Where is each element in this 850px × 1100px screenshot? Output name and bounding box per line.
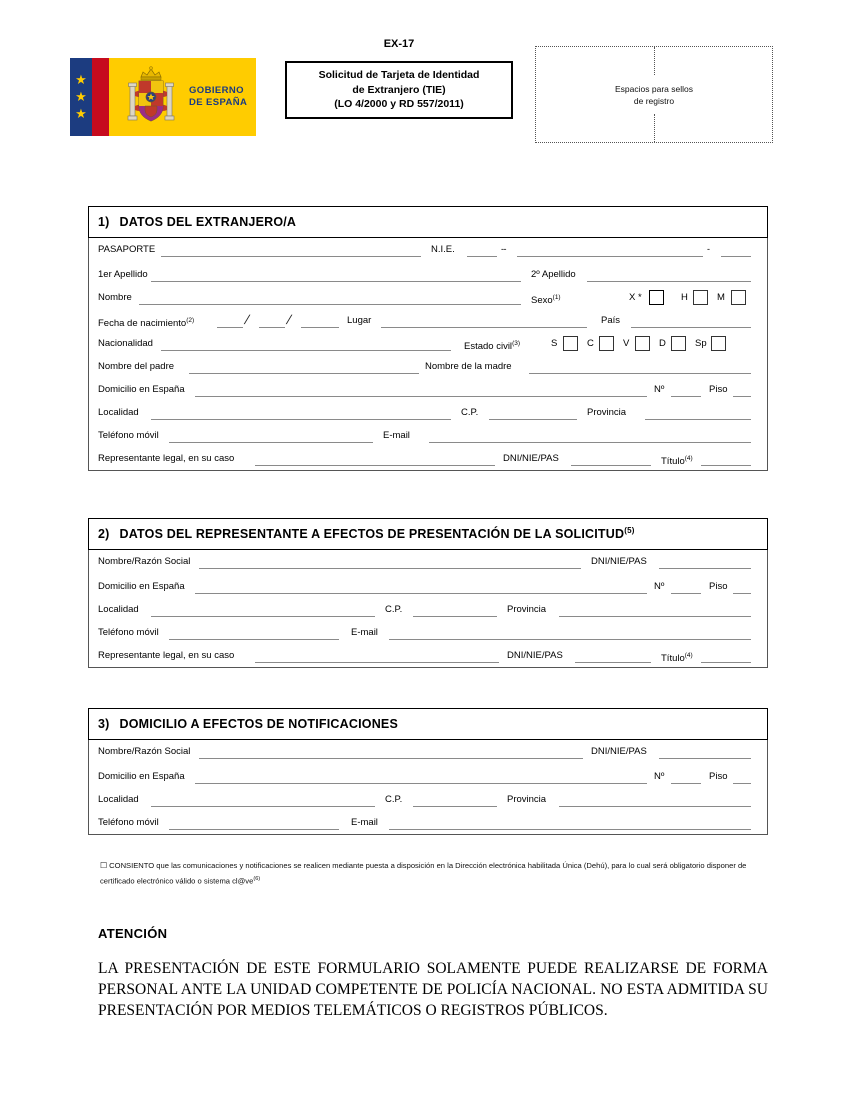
label-representante-legal: Representante legal, en su caso bbox=[98, 453, 235, 464]
logo-text-line1: GOBIERNO bbox=[189, 85, 244, 96]
section-domicilio-notificaciones bbox=[88, 708, 768, 835]
row-telefono-email bbox=[89, 621, 767, 644]
row-localidad bbox=[89, 401, 767, 424]
label-nombre-razon-social: Nombre/Razón Social bbox=[98, 556, 191, 567]
input-email[interactable] bbox=[429, 442, 751, 443]
atencion-body-text: LA PRESENTACIÓN DE ESTE FORMULARIO SOLAMENTE PUEDE REALIZARSE DE FORMA PERSONAL ANTE LA UNIDAD COMPETENTE DE POLICÍA NACIONAL. NO ESTA ADMITIDA SU PRESENTACIÓN POR MEDIOS TELEMÁTICOS O REGISTROS PÚBLICOS. bbox=[98, 960, 768, 1019]
row-nombre-razon-social bbox=[89, 550, 767, 575]
input-email[interactable] bbox=[389, 829, 751, 830]
label-provincia: Provincia bbox=[587, 407, 627, 418]
row-apellidos bbox=[89, 263, 767, 286]
label-sexo-m: M bbox=[717, 292, 725, 303]
row-telefono-email bbox=[89, 811, 767, 834]
label-dni-nie-pas: DNI/NIE/PAS bbox=[503, 453, 559, 464]
label-cp: C.P. bbox=[385, 604, 403, 615]
checkbox-sexo-h[interactable] bbox=[693, 290, 708, 305]
section-datos-del-extranjero bbox=[88, 206, 768, 471]
input-representante-legal[interactable] bbox=[255, 662, 499, 663]
input-numero[interactable] bbox=[671, 396, 701, 397]
row-domicilio bbox=[89, 765, 767, 788]
section2-body bbox=[88, 550, 768, 668]
checkbox-sexo-m[interactable] bbox=[731, 290, 746, 305]
input-cp[interactable] bbox=[489, 419, 577, 420]
label-domicilio: Domicilio en España bbox=[98, 384, 185, 395]
input-fecha-mes[interactable] bbox=[259, 327, 285, 328]
stamp-box-label bbox=[536, 83, 772, 107]
label-provincia: Provincia bbox=[507, 604, 547, 615]
form-title-line-1: Solicitud de Tarjeta de Identidad bbox=[318, 69, 480, 82]
input-nombre-razon-social[interactable] bbox=[199, 568, 581, 569]
star-icon: ★ bbox=[75, 89, 87, 104]
row-nombre-padres bbox=[89, 355, 767, 378]
form-header bbox=[0, 0, 850, 180]
label-domicilio: Domicilio en España bbox=[98, 581, 185, 592]
form-title-box bbox=[285, 61, 513, 119]
section3-title: DOMICILIO A EFECTOS DE NOTIFICACIONES bbox=[119, 717, 398, 731]
label-nombre-madre: Nombre de la madre bbox=[425, 361, 512, 372]
consent-text: CONSIENTO que las comunicaciones y notificaciones se realicen mediante puesta a disposición en la Dirección electrónica habilitada Única (Dehú), para lo cual será obligatorio disponer de certificado electrónico válido o sistema cl@ve bbox=[100, 861, 747, 886]
label-lugar: Lugar bbox=[347, 315, 372, 326]
row-localidad bbox=[89, 788, 767, 811]
label-pasaporte: PASAPORTE bbox=[98, 244, 156, 255]
input-apellido2[interactable] bbox=[587, 281, 751, 282]
consent-paragraph bbox=[100, 860, 760, 888]
label-dni-nie-pas: DNI/NIE/PAS bbox=[591, 556, 647, 567]
label-piso: Piso bbox=[709, 771, 728, 782]
section2-number: 2) bbox=[98, 527, 110, 541]
label-piso: Piso bbox=[709, 581, 728, 592]
input-provincia[interactable] bbox=[559, 616, 751, 617]
checkbox-estado-civil-d[interactable] bbox=[671, 336, 686, 351]
input-domicilio[interactable] bbox=[195, 593, 647, 594]
checkbox-estado-civil-c[interactable] bbox=[599, 336, 614, 351]
form-code: EX-17 bbox=[383, 38, 415, 50]
label-titulo: Título$^{(4)}$ bbox=[661, 652, 693, 665]
coat-of-arms-icon bbox=[125, 66, 177, 128]
label-localidad: Localidad bbox=[98, 604, 139, 615]
section-datos-representante bbox=[88, 518, 768, 668]
input-domicilio[interactable] bbox=[195, 396, 647, 397]
input-localidad[interactable] bbox=[151, 616, 375, 617]
input-lugar[interactable] bbox=[381, 327, 587, 328]
row-nombre-sexo bbox=[89, 286, 767, 309]
input-dni-nie-pas[interactable] bbox=[571, 465, 651, 466]
input-fecha-anio[interactable] bbox=[301, 327, 339, 328]
input-nombre-razon-social[interactable] bbox=[199, 758, 583, 759]
section3-body bbox=[88, 740, 768, 835]
row-representante-legal bbox=[89, 447, 767, 470]
section2-title: DATOS DEL REPRESENTANTE A EFECTOS DE PRESENTACIÓN DE LA SOLICITUD$^{(5)}$ bbox=[119, 526, 635, 542]
star-icon: ★ bbox=[75, 72, 87, 87]
input-numero[interactable] bbox=[671, 593, 701, 594]
stamp-divider-top bbox=[654, 47, 655, 75]
input-telefono[interactable] bbox=[169, 442, 373, 443]
stamp-label-line-1: Espacios para sellos bbox=[615, 83, 693, 94]
input-nombre-padre[interactable] bbox=[189, 373, 419, 374]
form-title-line-2: de Extranjero (TIE) bbox=[352, 83, 446, 96]
section3-number: 3) bbox=[98, 717, 110, 731]
logo-wordmark bbox=[189, 85, 247, 109]
row-representante-legal bbox=[89, 644, 767, 667]
gobierno-de-espana-logo bbox=[70, 58, 256, 136]
label-localidad: Localidad bbox=[98, 407, 139, 418]
row-fecha-lugar-pais bbox=[89, 309, 767, 332]
input-cp[interactable] bbox=[413, 806, 497, 807]
input-nombre[interactable] bbox=[139, 304, 521, 305]
label-estado-civil-sp: Sp bbox=[695, 338, 707, 349]
input-provincia[interactable] bbox=[559, 806, 751, 807]
section2-header bbox=[88, 518, 768, 550]
row-nombre-razon-social bbox=[89, 740, 767, 765]
label-email: E-mail bbox=[351, 627, 378, 638]
input-piso[interactable] bbox=[733, 783, 751, 784]
input-nie-number[interactable] bbox=[517, 256, 703, 257]
consent-note: (6) bbox=[253, 875, 261, 882]
row-localidad bbox=[89, 598, 767, 621]
label-cp: C.P. bbox=[385, 794, 403, 805]
label-apellido2: 2º Apellido bbox=[531, 269, 576, 280]
registry-stamp-box bbox=[535, 46, 773, 143]
input-dni-nie-pas-2[interactable] bbox=[575, 662, 651, 663]
row-domicilio bbox=[89, 575, 767, 598]
input-nie-letter[interactable] bbox=[721, 256, 751, 257]
section1-title: DATOS DEL EXTRANJERO/A bbox=[119, 215, 297, 229]
checkbox-estado-civil-s[interactable] bbox=[563, 336, 578, 351]
label-numero: Nº bbox=[654, 771, 665, 782]
label-numero: Nº bbox=[654, 581, 665, 592]
input-apellido1[interactable] bbox=[151, 281, 521, 282]
input-numero[interactable] bbox=[671, 783, 701, 784]
section1-header bbox=[88, 206, 768, 238]
input-piso[interactable] bbox=[733, 593, 751, 594]
label-fecha-nacimiento: Fecha de nacimiento$^{(2)}$ bbox=[98, 317, 195, 330]
label-telefono: Teléfono móvil bbox=[98, 627, 159, 638]
label-piso: Piso bbox=[709, 384, 728, 395]
label-representante-legal: Representante legal, en su caso bbox=[98, 650, 235, 661]
logo-main-field bbox=[109, 58, 256, 136]
section1-number: 1) bbox=[98, 215, 110, 229]
row-telefono-email bbox=[89, 424, 767, 447]
input-email[interactable] bbox=[389, 639, 751, 640]
input-piso[interactable] bbox=[733, 396, 751, 397]
input-titulo[interactable] bbox=[701, 662, 751, 663]
date-slash-1: / bbox=[242, 312, 252, 327]
label-estado-civil-s: S bbox=[551, 338, 558, 349]
row-nacionalidad-estado-civil bbox=[89, 332, 767, 355]
label-cp: C.P. bbox=[461, 407, 479, 418]
stamp-divider-bottom bbox=[654, 114, 655, 142]
label-estado-civil-d: D bbox=[659, 338, 666, 349]
label-email: E-mail bbox=[383, 430, 410, 441]
label-numero: Nº bbox=[654, 384, 665, 395]
date-slash-2: / bbox=[284, 312, 294, 327]
logo-text-line2: DE ESPAÑA bbox=[189, 97, 248, 108]
checkbox-sexo-x[interactable] bbox=[649, 290, 664, 305]
label-sexo-h: H bbox=[681, 292, 688, 303]
input-provincia[interactable] bbox=[645, 419, 751, 420]
label-domicilio: Domicilio en España bbox=[98, 771, 185, 782]
row-pasaporte-nie bbox=[89, 238, 767, 263]
label-sexo-x: X * bbox=[629, 292, 642, 303]
input-domicilio[interactable] bbox=[195, 783, 647, 784]
label-localidad: Localidad bbox=[98, 794, 139, 805]
input-representante-legal[interactable] bbox=[255, 465, 495, 466]
input-pais[interactable] bbox=[631, 327, 751, 328]
spanish-flag-red-band bbox=[92, 58, 109, 136]
input-pasaporte[interactable] bbox=[161, 256, 421, 257]
label-estado-civil: Estado civil$^{(3)}$ bbox=[464, 340, 521, 353]
nie-separator-2: - bbox=[707, 244, 710, 254]
section1-body bbox=[88, 238, 768, 471]
form-title-line-3: (LO 4/2000 y RD 557/2011) bbox=[334, 98, 464, 111]
label-titulo: Título$^{(4)}$ bbox=[661, 455, 693, 468]
checkbox-estado-civil-sp[interactable] bbox=[711, 336, 726, 351]
label-telefono: Teléfono móvil bbox=[98, 430, 159, 441]
input-localidad[interactable] bbox=[151, 419, 451, 420]
input-nacionalidad[interactable] bbox=[161, 350, 451, 351]
label-sexo: Sexo$^{(1)}$ bbox=[531, 294, 561, 307]
input-cp[interactable] bbox=[413, 616, 497, 617]
label-dni-nie-pas-2: DNI/NIE/PAS bbox=[507, 650, 563, 661]
label-apellido1: 1er Apellido bbox=[98, 269, 148, 280]
nie-separator-1: -- bbox=[501, 244, 506, 254]
consent-checkbox[interactable]: ☐ bbox=[100, 861, 108, 870]
label-nie: N.I.E. bbox=[431, 244, 455, 255]
label-dni-nie-pas: DNI/NIE/PAS bbox=[591, 746, 647, 757]
stamp-label-line-2: de registro bbox=[633, 95, 675, 106]
label-estado-civil-v: V bbox=[623, 338, 630, 349]
input-telefono[interactable] bbox=[169, 639, 339, 640]
star-icon: ★ bbox=[75, 106, 87, 121]
input-telefono[interactable] bbox=[169, 829, 339, 830]
label-provincia: Provincia bbox=[507, 794, 547, 805]
label-nombre-padre: Nombre del padre bbox=[98, 361, 175, 372]
label-nacionalidad: Nacionalidad bbox=[98, 338, 153, 349]
atencion-heading: ATENCIÓN bbox=[98, 926, 168, 941]
row-domicilio bbox=[89, 378, 767, 401]
checkbox-estado-civil-v[interactable] bbox=[635, 336, 650, 351]
label-estado-civil-c: C bbox=[587, 338, 594, 349]
label-pais: País bbox=[601, 315, 621, 326]
input-nie-prefix[interactable] bbox=[467, 256, 497, 257]
input-nombre-madre[interactable] bbox=[529, 373, 751, 374]
input-fecha-dia[interactable] bbox=[217, 327, 243, 328]
label-email: E-mail bbox=[351, 817, 378, 828]
input-titulo[interactable] bbox=[701, 465, 751, 466]
label-telefono: Teléfono móvil bbox=[98, 817, 159, 828]
eu-flag-band bbox=[70, 58, 92, 136]
input-dni-nie-pas[interactable] bbox=[659, 758, 751, 759]
input-dni-nie-pas[interactable] bbox=[659, 568, 751, 569]
input-localidad[interactable] bbox=[151, 806, 375, 807]
label-nombre-razon-social: Nombre/Razón Social bbox=[98, 746, 191, 757]
label-nombre: Nombre bbox=[98, 292, 132, 303]
section3-header bbox=[88, 708, 768, 740]
